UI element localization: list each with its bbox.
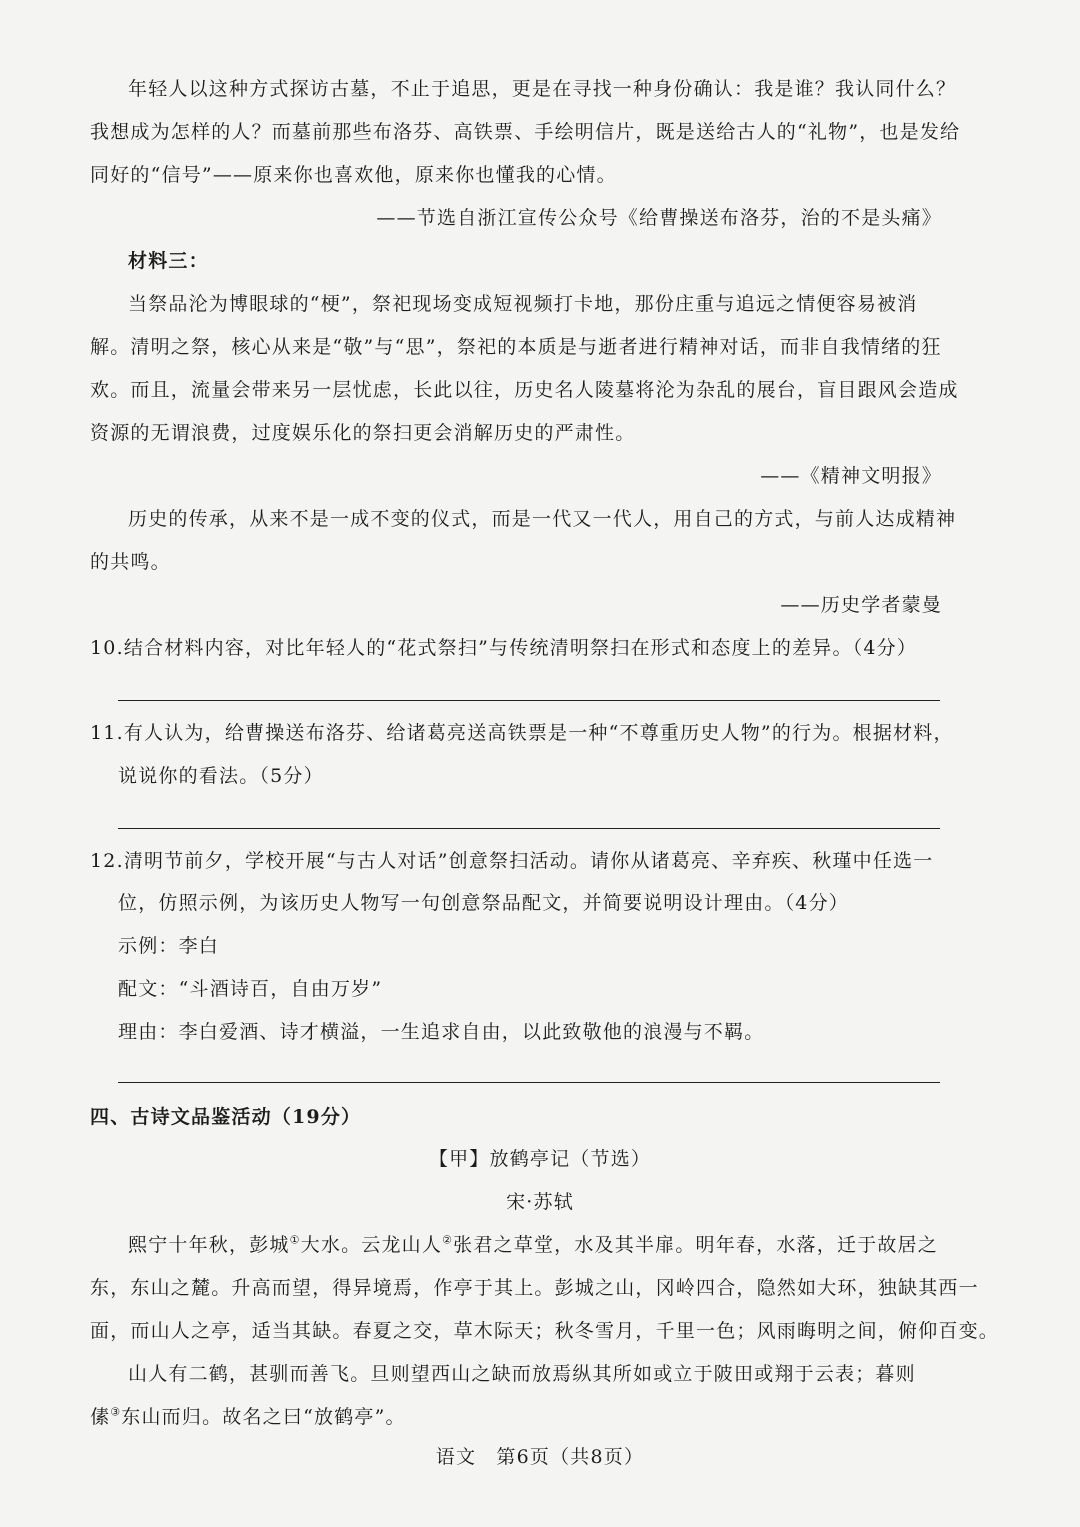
page-footer: 语文 第6页（共8页） <box>435 1446 645 1468</box>
quote-source: ——历史学者蒙曼 <box>780 594 942 616</box>
section-4-heading: 四、古诗文品鉴活动（19分） <box>90 1106 362 1128</box>
footnote-mark-2: ② <box>442 1233 454 1247</box>
question-12-line-2: 位，仿照示例，为该历史人物写一句创意祭品配文，并简要说明设计理由。（4分） <box>118 892 849 914</box>
quote-line-1: 历史的传承，从来不是一成不变的仪式，而是一代又一代人，用自己的方式，与前人达成精神 <box>128 508 957 530</box>
answer-line-10[interactable] <box>118 700 940 701</box>
question-12-caption: 配文：“斗酒诗百，自由万岁” <box>118 978 383 1000</box>
passage-p1-line-1 <box>128 1232 938 1258</box>
material2-line-2: 我想成为怎样的人？而墓前那些布洛芬、高铁票、手绘明信片，既是送给古人的“礼物”，也是发给 <box>90 121 961 143</box>
question-10: 10.结合材料内容，对比年轻人的“花式祭扫”与传统清明祭扫在形式和态度上的差异。（4分） <box>90 637 918 659</box>
quote-line-2: 的共鸣。 <box>90 551 171 573</box>
material2-line-3: 同好的“信号”——原来你也喜欢他，原来你也懂我的心情。 <box>90 164 617 186</box>
question-12-example: 示例：李白 <box>118 935 220 957</box>
passage-p1-line-1-a: 熙宁十年秋，彭城 <box>128 1234 290 1256</box>
passage-p1-line-1-c: 张君之草堂，水及其半扉。明年春，水落，迁于故居之 <box>453 1234 938 1256</box>
passage-author: 宋·苏轼 <box>506 1191 574 1213</box>
footnote-mark-3: ③ <box>110 1405 122 1419</box>
material3-heading: 材料三： <box>128 250 209 272</box>
material3-line-3: 欢。而且，流量会带来另一层忧虑，长此以往，历史名人陵墓将沦为杂乱的展台，盲目跟风会造成 <box>90 379 959 401</box>
passage-p2-line-2 <box>90 1404 406 1430</box>
footnote-mark-1: ① <box>289 1233 301 1247</box>
answer-line-12[interactable] <box>118 1082 940 1083</box>
question-11-line-1: 11.有人认为，给曹操送布洛芬、给诸葛亮送高铁票是一种“不尊重历史人物”的行为。根据材料， <box>90 722 954 744</box>
passage-p2-line-2-b: 东山而归。故名之曰“放鹤亭”。 <box>121 1406 406 1428</box>
material3-line-1: 当祭品沦为博眼球的“梗”，祭祀现场变成短视频打卡地，那份庄重与追远之情便容易被消 <box>128 293 918 315</box>
question-12-reason: 理由：李白爱酒、诗才横溢，一生追求自由，以此致敬他的浪漫与不羁。 <box>118 1021 765 1043</box>
question-12-line-1: 12.清明节前夕，学校开展“与古人对话”创意祭扫活动。请你从诸葛亮、辛弃疾、秋瑾中任选一 <box>90 850 934 872</box>
question-11-line-2: 说说你的看法。（5分） <box>118 765 324 787</box>
passage-p1-line-1-b: 大水。云龙山人 <box>300 1234 443 1256</box>
passage-p2-line-1: 山人有二鹤，甚驯而善飞。旦则望西山之缺而放焉纵其所如或立于陂田或翔于云表；暮则 <box>128 1363 916 1385</box>
passage-title: 【甲】放鹤亭记（节选） <box>428 1148 652 1170</box>
passage-p1-line-2: 东，东山之麓。升高而望，得异境焉，作亭于其上。彭城之山，冈岭四合，隐然如大环，独缺其西一 <box>90 1277 979 1299</box>
material3-line-2: 解。清明之祭，核心从来是“敬”与“思”，祭祀的本质是与逝者进行精神对话，而非自我情绪的狂 <box>90 336 942 358</box>
material3-line-4: 资源的无谓浪费，过度娱乐化的祭扫更会消解历史的严肃性。 <box>90 422 636 444</box>
passage-p2-line-2-a: 傃 <box>90 1406 111 1428</box>
material3-source: ——《精神文明报》 <box>760 465 942 487</box>
passage-p1-line-3: 面，而山人之亭，适当其缺。春夏之交，草木际天；秋冬雪月，千里一色；风雨晦明之间，俯仰百变。 <box>90 1320 1000 1342</box>
material2-line-1: 年轻人以这种方式探访古墓，不止于追思，更是在寻找一种身份确认：我是谁？我认同什么？ <box>128 78 957 100</box>
material2-source: ——节选自浙江宣传公众号《给曹操送布洛芬，治的不是头痛》 <box>376 207 942 229</box>
answer-line-11[interactable] <box>118 828 940 829</box>
